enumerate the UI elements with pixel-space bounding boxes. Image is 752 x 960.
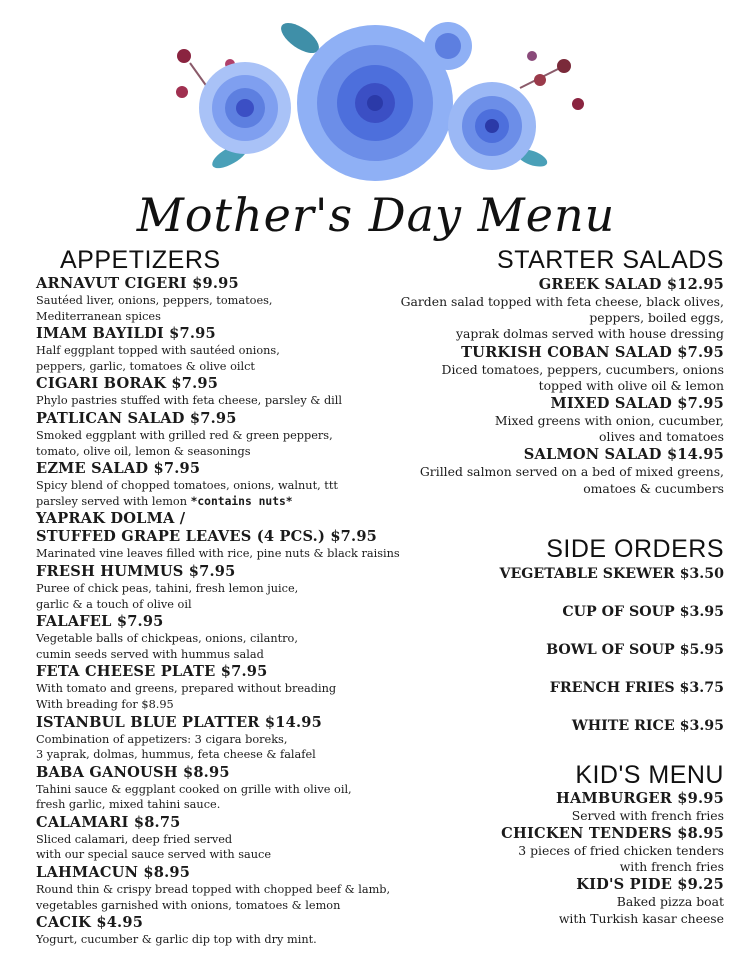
allergy-note: *contains nuts* (190, 494, 293, 508)
item-description-text: Spicy blend of chopped tomatoes, onions, walnut, ttt parsley served with lemon (36, 479, 338, 508)
item-description: Diced tomatoes, peppers, cucumbers, onions topped with olive oil & lemon (441, 361, 724, 393)
item-name: FETA CHEESE PLATE $7.95 (36, 663, 268, 681)
item-name: CALAMARI $8.75 (36, 813, 181, 831)
item-description: Marinated vine leaves filled with rice, pine nuts & black raisins (36, 547, 400, 561)
item-name: TURKISH COBAN SALAD $7.95 (461, 343, 724, 361)
item-name: CHICKEN TENDERS $8.95 (501, 825, 724, 843)
menu-item (354, 395, 724, 445)
sides-heading: SIDE ORDERS (546, 534, 724, 563)
item-name: LAHMACUN $8.95 (36, 864, 191, 882)
item-name: ARNAVUT CIGERI $9.95 (36, 275, 239, 292)
side-item: FRENCH FRIES $3.75 (549, 679, 724, 696)
menu-item (354, 825, 724, 875)
item-description: Combination of appetizers: 3 cigara boreks, 3 yaprak, dolmas, hummus, feta cheese & falafel (36, 732, 316, 762)
menu-item (354, 276, 724, 343)
item-description: Garden salad topped with feta cheese, black olives, peppers, boiled eggs, yaprak dolmas served with house dressing (400, 294, 724, 342)
item-name: EZME SALAD $7.95 (36, 460, 201, 478)
salads-heading: STARTER SALADS (497, 246, 724, 274)
item-description: Tahini sauce & eggplant cooked on grille with olive oil, fresh garlic, mixed tahini sauce. (36, 782, 352, 812)
item-description: Sliced calamari, deep fried served with our special sauce served with sauce (36, 832, 272, 862)
item-name: SALMON SALAD $14.95 (523, 446, 724, 464)
side-item: WHITE RICE $3.95 (571, 717, 724, 734)
item-name: STUFFED GRAPE LEAVES (4 PCS.) $7.95 (36, 528, 378, 546)
menu-item (354, 344, 724, 394)
item-description: Mixed greens with onion, cucumber, olives and tomatoes (494, 413, 724, 445)
item-name: KID'S PIDE $9.25 (576, 876, 724, 894)
side-item: CUP OF SOUP $3.95 (562, 603, 724, 620)
item-description: Yogurt, cucumber & garlic dip top with dry mint. (36, 933, 317, 947)
item-name: BABA GANOUSH $8.95 (36, 763, 230, 781)
item-name: FRESH HUMMUS $7.95 (36, 562, 236, 580)
item-name: FALAFEL $7.95 (36, 613, 164, 631)
item-description: Smoked eggplant with grilled red & green peppers, tomato, olive oil, lemon & seasonings (36, 428, 333, 458)
kids-heading: KID'S MENU (575, 760, 724, 789)
item-name: YAPRAK DOLMA / (36, 510, 186, 528)
item-name: CACIK $4.95 (36, 914, 144, 932)
item-description: 3 pieces of fried chicken tenders with french fries (518, 843, 724, 875)
item-description: Sautéed liver, onions, peppers, tomatoes, Mediterranean spices (36, 294, 273, 323)
item-description: Vegetable balls of chickpeas, onions, cilantro, cumin seeds served with hummus salad (36, 632, 298, 661)
item-name: GREEK SALAD $12.95 (538, 276, 724, 293)
item-description: Half eggplant topped with sautéed onions, peppers, garlic, tomatoes & olive oilct (36, 344, 280, 373)
item-name: IMAM BAYILDI $7.95 (36, 325, 216, 343)
side-item: BOWL OF SOUP $5.95 (546, 641, 724, 658)
right-column (354, 246, 724, 927)
blue-rose-illustration-icon (160, 8, 600, 188)
item-description: Puree of chick peas, tahini, fresh lemon juice, garlic & a touch of olive oil (36, 581, 299, 611)
menu-item (354, 446, 724, 496)
side-item: VEGETABLE SKEWER $3.50 (499, 565, 724, 582)
appetizers-heading: APPETIZERS (60, 246, 221, 274)
item-description: Round thin & crispy bread topped with chopped beef & lamb, vegetables garnished with onions, tomatoes & lemon (36, 883, 391, 912)
item-name: MIXED SALAD $7.95 (550, 395, 724, 413)
item-name: ISTANBUL BLUE PLATTER $14.95 (36, 713, 322, 731)
page-title: Mother's Day Menu (136, 188, 616, 242)
item-name: PATLICAN SALAD $7.95 (36, 409, 237, 427)
item-description: With tomato and greens, prepared without breading With breading for $8.95 (36, 682, 337, 711)
item-description: Served with french fries (571, 807, 724, 823)
item-description: Baked pizza boat with Turkish kasar cheese (558, 894, 724, 926)
item-name: CIGARI BORAK $7.95 (36, 375, 219, 393)
menu-item (354, 790, 724, 824)
item-name: HAMBURGER $9.95 (556, 789, 724, 807)
item-description: Grilled salmon served on a bed of mixed greens, omatoes & cucumbers (419, 464, 724, 496)
item-description: Phylo pastries stuffed with feta cheese, parsley & dill (36, 394, 343, 408)
menu-item (354, 876, 724, 926)
